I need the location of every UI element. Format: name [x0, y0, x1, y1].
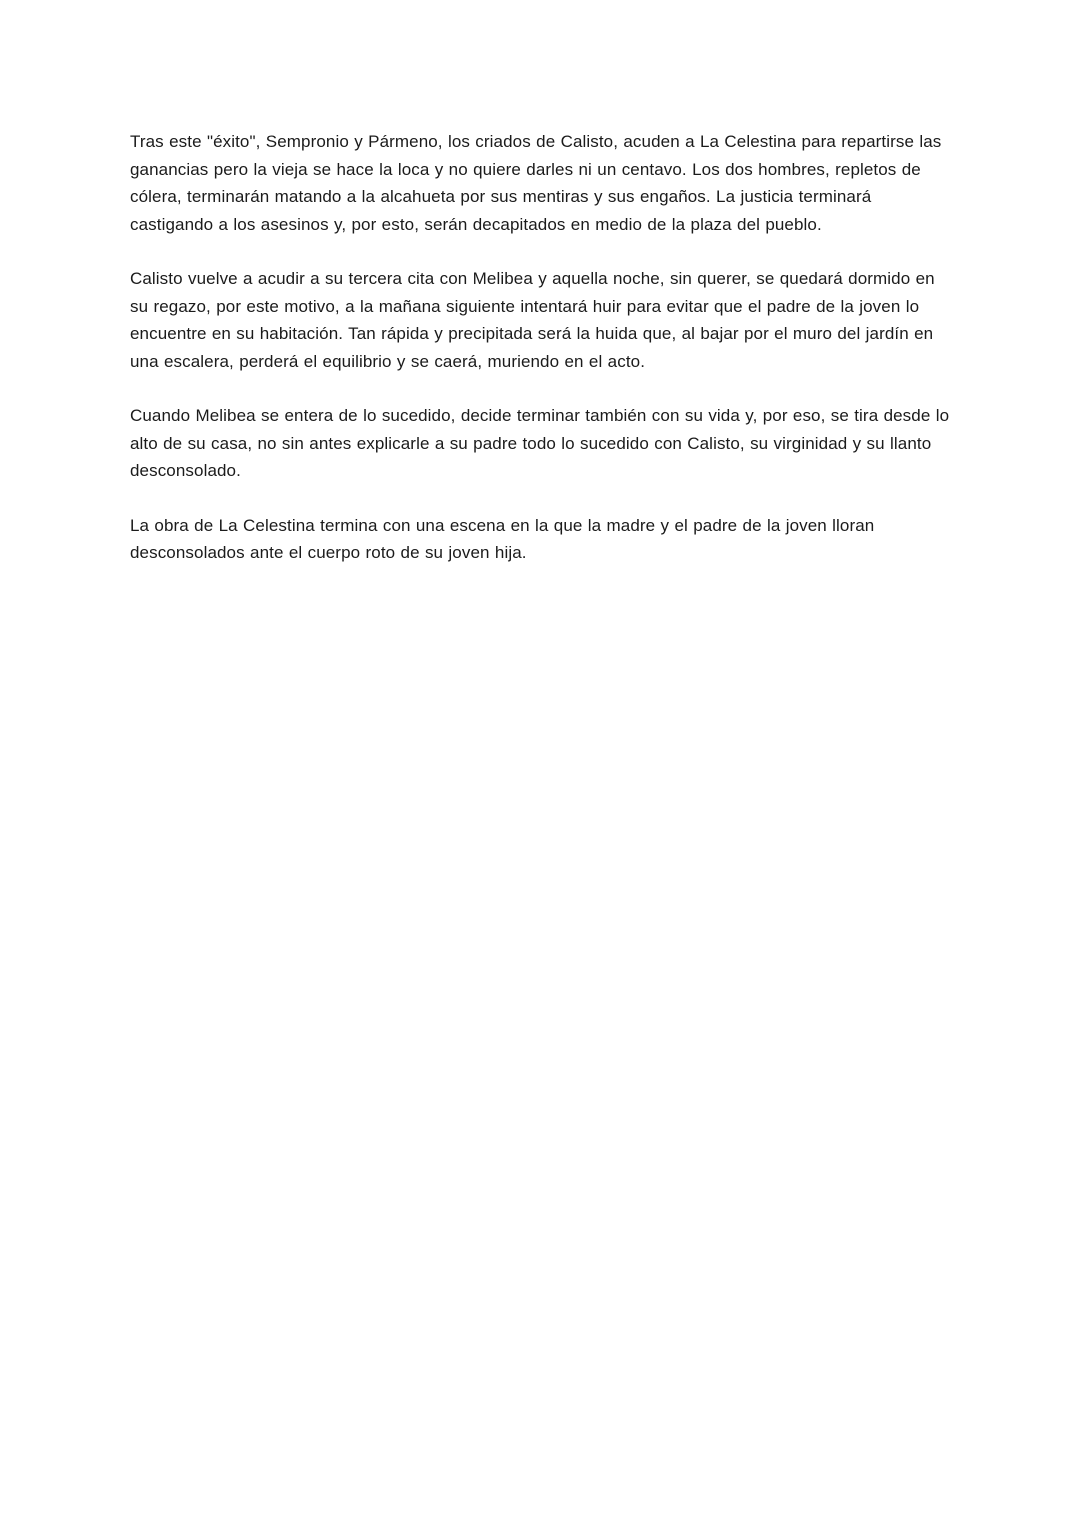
- paragraph-4: La obra de La Celestina termina con una escena en la que la madre y el padre de la joven lloran desconsolados ante el cuerpo roto de su joven hija.: [130, 515, 875, 562]
- paragraph-3: Cuando Melibea se entera de lo sucedido, decide terminar también con su vida y, por eso, se tira desde lo alto de su casa, no sin antes explicarle a su padre todo lo sucedido con Calisto, su virginidad y su llanto desconsolado.: [130, 406, 950, 480]
- paragraph-2: Calisto vuelve a acudir a su tercera cita con Melibea y aquella noche, sin querer, se quedará dormido en su regazo, por este motivo, a la mañana siguiente intentará huir para evitar que el padre de la joven lo encuentre en su habitación. Tan rápida y precipitada será la huida que, al bajar por el muro del jardín en una escalera, perderá el equilibrio y se caerá, muriendo en el acto.: [130, 269, 935, 371]
- document-text-block: [130, 128, 952, 594]
- paragraph-1: Tras este "éxito", Sempronio y Pármeno, los criados de Calisto, acuden a La Celestina para repartirse las ganancias pero la vieja se hace la loca y no quiere darles ni un centavo. Los dos hombres, repletos de cólera, terminarán matando a la alcahueta por sus mentiras y sus engaños. La justicia terminará castigando a los asesinos y, por esto, serán decapitados en medio de la plaza del pueblo.: [130, 132, 942, 234]
